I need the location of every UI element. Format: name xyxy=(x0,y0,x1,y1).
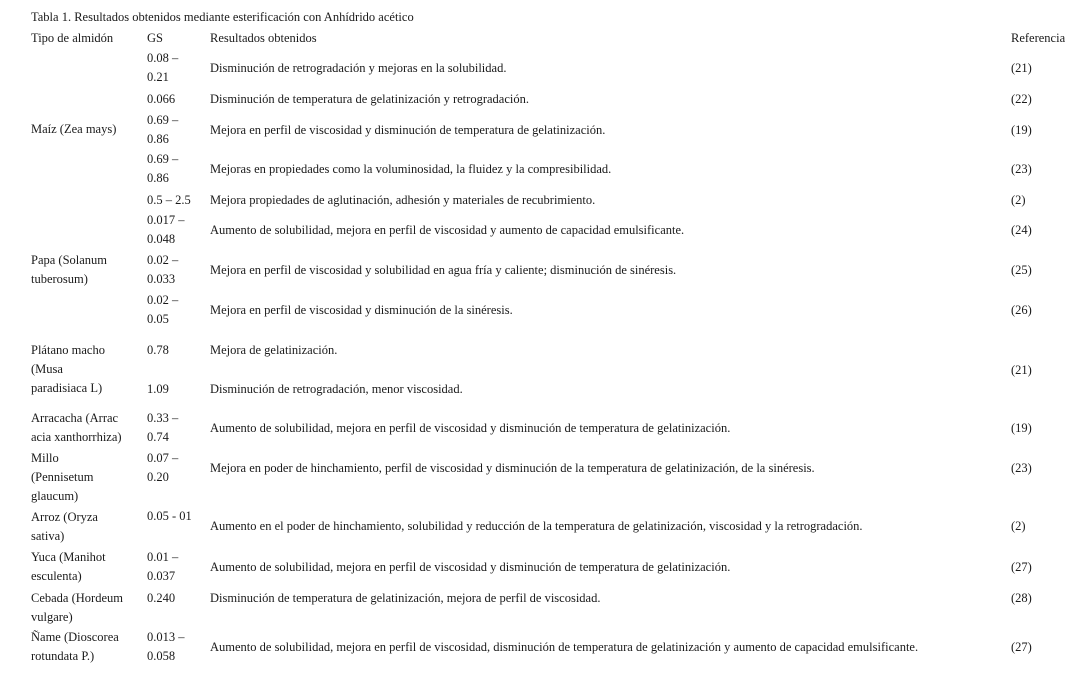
header-referencia: Referencia xyxy=(1011,31,1066,45)
result-text: Mejora de gelatinización. xyxy=(210,343,338,357)
result-text: Mejora propiedades de aglutinación, adhesión y materiales de recubrimiento. xyxy=(210,193,596,207)
starch-type-label: esculenta) xyxy=(31,569,82,583)
gs-value: 0.33 – xyxy=(147,411,179,425)
reference-value: (22) xyxy=(1011,92,1032,106)
gs-value: 0.037 xyxy=(147,569,176,583)
result-text: Disminución de retrogradación, menor viscosidad. xyxy=(210,382,463,396)
starch-type-label: glaucum) xyxy=(31,489,79,503)
gs-value: 0.240 xyxy=(147,591,176,605)
gs-value: 0.08 – xyxy=(147,51,179,65)
gs-value: 0.74 xyxy=(147,430,169,444)
header-resultados: Resultados obtenidos xyxy=(210,31,317,45)
reference-value: (21) xyxy=(1011,60,1032,75)
gs-value: 0.048 xyxy=(147,232,176,246)
gs-value: 0.20 xyxy=(147,470,169,484)
result-text: Mejora en poder de hinchamiento, perfil de viscosidad y disminución de la temperatura de gelatinización, de la sinéresis. xyxy=(210,460,815,475)
starch-type-label: (Musa xyxy=(31,362,63,376)
starch-type-label: Maíz (Zea mays) xyxy=(31,122,117,136)
reference-value: (23) xyxy=(1011,161,1032,176)
header-tipo: Tipo de almidón xyxy=(31,31,114,45)
table-caption: Tabla 1. Resultados obtenidos mediante esterificación con Anhídrido acético xyxy=(31,10,414,24)
starch-type-label: acia xanthorrhiza) xyxy=(31,430,122,444)
result-text: Aumento en el poder de hinchamiento, solubilidad y reducción de la temperatura de gelatinización, viscosidad y la retrogradación. xyxy=(210,518,863,533)
starch-type-label: Arracacha (Arrac xyxy=(31,411,119,425)
gs-value: 0.05 xyxy=(147,312,169,326)
reference-value: (28) xyxy=(1011,591,1032,605)
reference-value: (21) xyxy=(1011,363,1032,377)
starch-type-label: rotundata P.) xyxy=(31,649,95,663)
reference-value: (2) xyxy=(1011,193,1026,207)
gs-value: 0.013 – xyxy=(147,630,185,644)
reference-value: (23) xyxy=(1011,460,1032,475)
reference-value: (25) xyxy=(1011,262,1032,277)
starch-type-label: paradisiaca L) xyxy=(31,381,103,395)
result-text: Disminución de retrogradación y mejoras en la solubilidad. xyxy=(210,60,507,75)
gs-value: 0.86 xyxy=(147,171,169,185)
reference-value: (2) xyxy=(1011,518,1026,533)
result-text: Aumento de solubilidad, mejora en perfil de viscosidad y disminución de temperatura de gelatinización. xyxy=(210,559,731,574)
result-text: Aumento de solubilidad, mejora en perfil de viscosidad, disminución de temperatura de gelatinización y aumento de capacidad emulsificante. xyxy=(210,639,919,654)
gs-value: 0.69 – xyxy=(147,113,179,127)
starch-type-label: Cebada (Hordeum xyxy=(31,591,123,605)
result-text: Mejoras en propiedades como la voluminosidad, la fluidez y la compresibilidad. xyxy=(210,161,612,176)
gs-value: 0.02 – xyxy=(147,253,179,267)
gs-value: 0.21 xyxy=(147,70,169,84)
gs-value: 0.017 – xyxy=(147,213,185,227)
gs-value: 0.69 – xyxy=(147,152,179,166)
result-text: Aumento de solubilidad, mejora en perfil de viscosidad y disminución de temperatura de gelatinización. xyxy=(210,420,731,435)
reference-value: (19) xyxy=(1011,420,1032,435)
gs-value: 0.07 – xyxy=(147,451,179,465)
gs-value: 0.02 – xyxy=(147,293,179,307)
result-text: Mejora en perfil de viscosidad y solubilidad en agua fría y caliente; disminución de sinéresis. xyxy=(210,262,677,277)
starch-type-label: Papa (Solanum xyxy=(31,253,108,267)
reference-value: (24) xyxy=(1011,222,1032,237)
reference-value: (27) xyxy=(1011,639,1032,654)
starch-type-label: Yuca (Manihot xyxy=(31,550,106,564)
gs-value: 0.5 – 2.5 xyxy=(147,193,191,207)
gs-value: 0.78 xyxy=(147,343,169,357)
header-gs: GS xyxy=(147,31,163,45)
starch-type-label: sativa) xyxy=(31,529,65,543)
result-text: Mejora en perfil de viscosidad y disminución de temperatura de gelatinización. xyxy=(210,122,606,137)
result-text: Disminución de temperatura de gelatinización y retrogradación. xyxy=(210,92,529,106)
result-text: Mejora en perfil de viscosidad y disminución de la sinéresis. xyxy=(210,302,513,317)
result-text: Aumento de solubilidad, mejora en perfil de viscosidad y aumento de capacidad emulsificante. xyxy=(210,222,685,237)
starch-type-label: Ñame (Dioscorea xyxy=(31,630,119,644)
reference-value: (19) xyxy=(1011,122,1032,137)
gs-value: 0.033 xyxy=(147,272,176,286)
starch-type-label: Millo xyxy=(31,451,59,465)
gs-value: 1.09 xyxy=(147,382,169,396)
starch-type-label: vulgare) xyxy=(31,610,73,624)
gs-value: 0.86 xyxy=(147,132,169,146)
starch-type-label: Arroz (Oryza xyxy=(31,510,98,524)
gs-value: 0.066 xyxy=(147,92,176,106)
starch-type-label: tuberosum) xyxy=(31,272,88,286)
gs-value: 0.05 - 01 xyxy=(147,509,192,523)
gs-value: 0.01 – xyxy=(147,550,179,564)
reference-value: (26) xyxy=(1011,302,1032,317)
gs-value: 0.058 xyxy=(147,649,176,663)
starch-type-label: (Pennisetum xyxy=(31,470,94,484)
reference-value: (27) xyxy=(1011,559,1032,574)
result-text: Disminución de temperatura de gelatinización, mejora de perfil de viscosidad. xyxy=(210,591,601,605)
starch-type-label: Plátano macho xyxy=(31,343,105,357)
